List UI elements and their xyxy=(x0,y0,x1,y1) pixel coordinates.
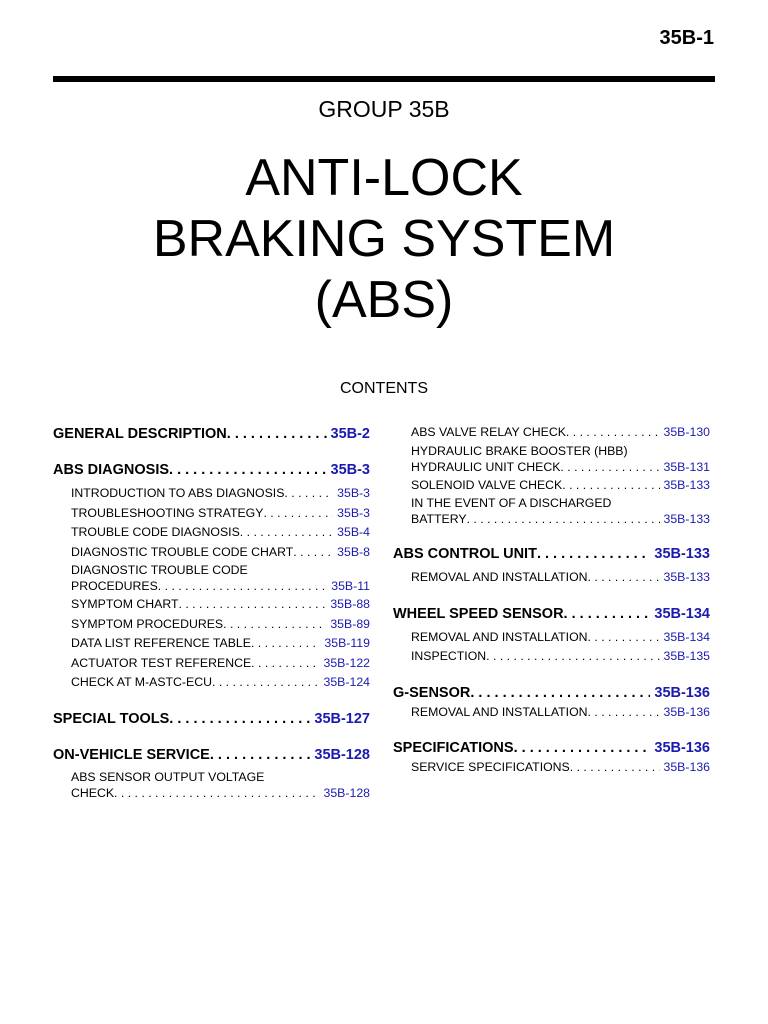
toc-label: ABS DIAGNOSIS xyxy=(53,462,170,478)
title-line-3: (ABS) xyxy=(314,271,454,329)
toc-page-link[interactable]: 35B-122 xyxy=(323,655,370,670)
dot-leader xyxy=(566,423,660,443)
toc-subentry-line1: HYDRAULIC BRAKE BOOSTER (HBB) xyxy=(411,443,628,458)
toc-label: G-SENSOR xyxy=(393,684,471,701)
toc-label: ON-VEHICLE SERVICE xyxy=(53,746,210,763)
toc-page-link[interactable]: 35B-124 xyxy=(323,675,370,689)
toc-subentry[interactable] xyxy=(53,484,370,504)
toc-page-link[interactable]: 35B-131 xyxy=(663,459,710,474)
toc-label: HYDRAULIC UNIT CHECK xyxy=(411,459,561,474)
dot-leader xyxy=(588,568,660,588)
toc-page-link[interactable]: 35B-135 xyxy=(663,649,710,663)
toc-page-link[interactable]: 35B-3 xyxy=(330,462,370,478)
toc-subentry[interactable] xyxy=(53,615,370,635)
toc-label: BATTERY xyxy=(411,512,467,526)
toc-page-link[interactable]: 35B-119 xyxy=(324,636,370,650)
toc-page-link[interactable]: 35B-136 xyxy=(663,704,710,719)
contents-heading: CONTENTS xyxy=(340,380,428,397)
toc-subentry[interactable] xyxy=(53,504,370,524)
toc-label: GENERAL DESCRIPTION xyxy=(53,426,227,442)
toc-subentry[interactable] xyxy=(393,459,710,476)
toc-subentry[interactable] xyxy=(393,511,710,528)
toc-subentry-line1: DIAGNOSTIC TROUBLE CODE xyxy=(71,563,248,577)
toc-subentry[interactable] xyxy=(53,673,370,693)
toc-subentry[interactable] xyxy=(393,568,710,588)
toc-page-link[interactable]: 35B-3 xyxy=(337,486,370,500)
toc-page-link[interactable]: 35B-11 xyxy=(331,579,370,593)
toc-label: INTRODUCTION TO ABS DIAGNOSIS xyxy=(71,486,285,500)
dot-leader xyxy=(212,673,320,693)
dot-leader xyxy=(251,634,320,654)
page-number: 35B-1 xyxy=(659,27,714,49)
toc-label: TROUBLE CODE DIAGNOSIS xyxy=(71,525,240,539)
dot-leader xyxy=(210,746,311,765)
toc-entry-abs-control-unit[interactable] xyxy=(393,545,710,564)
toc-label: REMOVAL AND INSTALLATION xyxy=(411,704,588,719)
section-title xyxy=(0,148,768,331)
dot-leader xyxy=(169,710,310,729)
toc-label: DIAGNOSTIC TROUBLE CODE CHART xyxy=(71,544,294,559)
toc-entry-general-description[interactable] xyxy=(53,425,370,444)
dot-leader xyxy=(251,654,319,674)
toc-subentry[interactable] xyxy=(53,523,370,543)
toc-label: DATA LIST REFERENCE TABLE xyxy=(71,636,251,650)
toc-label: TROUBLESHOOTING STRATEGY xyxy=(71,505,264,520)
toc-page-link[interactable]: 35B-89 xyxy=(330,616,370,631)
toc-label: SPECIAL TOOLS xyxy=(53,710,170,727)
toc-page-link[interactable]: 35B-130 xyxy=(663,425,710,439)
toc-label: ABS VALVE RELAY CHECK xyxy=(411,425,566,439)
toc-entry-abs-diagnosis[interactable] xyxy=(53,461,370,480)
dot-leader xyxy=(537,545,650,564)
toc-subentry[interactable] xyxy=(53,785,370,802)
toc-label: INSPECTION xyxy=(411,649,487,663)
toc-subentry[interactable] xyxy=(393,423,710,443)
toc-entry-g-sensor[interactable] xyxy=(393,684,710,703)
toc-left-column xyxy=(53,425,370,802)
toc-entry-special-tools[interactable] xyxy=(53,710,370,729)
toc-label: SOLENOID VALVE CHECK xyxy=(411,477,563,492)
toc-page-link[interactable]: 35B-8 xyxy=(337,544,370,559)
toc-label: WHEEL SPEED SENSOR xyxy=(393,605,564,622)
dot-leader xyxy=(467,511,660,528)
toc-page-link[interactable]: 35B-136 xyxy=(654,684,710,701)
dot-leader xyxy=(227,425,327,444)
dot-leader xyxy=(284,484,333,504)
toc-subentry[interactable] xyxy=(53,634,370,654)
toc-entry-on-vehicle-service[interactable] xyxy=(53,746,370,765)
toc-subentry[interactable] xyxy=(53,543,370,563)
toc-subentry-line1: ABS SENSOR OUTPUT VOLTAGE xyxy=(71,769,265,784)
toc-page-link[interactable]: 35B-128 xyxy=(314,746,370,763)
toc-label: PROCEDURES xyxy=(71,579,158,593)
toc-label: SERVICE SPECIFICATIONS xyxy=(411,760,570,774)
toc-page-link[interactable]: 35B-3 xyxy=(337,505,370,520)
toc-page-link[interactable]: 35B-133 xyxy=(663,477,710,492)
toc-page-link[interactable]: 35B-4 xyxy=(337,525,370,539)
toc-subentry[interactable] xyxy=(393,647,710,667)
toc-page-link[interactable]: 35B-127 xyxy=(314,710,370,727)
dot-leader xyxy=(240,523,333,543)
dot-leader xyxy=(114,785,319,802)
toc-subentry[interactable] xyxy=(53,654,370,674)
top-rule xyxy=(53,76,715,82)
toc-label: REMOVAL AND INSTALLATION xyxy=(411,629,588,644)
toc-page-link[interactable]: 35B-136 xyxy=(654,740,710,756)
dot-leader xyxy=(560,459,659,476)
toc-page-link[interactable]: 35B-134 xyxy=(663,629,710,644)
toc-subentry[interactable] xyxy=(393,628,710,648)
dot-leader xyxy=(179,595,327,615)
dot-leader xyxy=(514,739,651,758)
toc-label: ABS CONTROL UNIT xyxy=(393,546,537,562)
toc-label: REMOVAL AND INSTALLATION xyxy=(411,570,588,584)
dot-leader xyxy=(562,476,659,496)
dot-leader xyxy=(564,605,651,624)
toc-label: CHECK AT M-ASTC-ECU xyxy=(71,675,212,689)
toc-subentry[interactable] xyxy=(53,578,370,595)
toc-page-link[interactable]: 35B-133 xyxy=(663,512,710,526)
toc-label: SYMPTOM PROCEDURES xyxy=(71,616,224,631)
dot-leader xyxy=(169,461,326,480)
title-line-2: BRAKING SYSTEM xyxy=(152,210,616,268)
title-line-1: ANTI-LOCK xyxy=(245,149,523,207)
toc-label: CHECK xyxy=(71,785,115,800)
toc-page-link[interactable]: 35B-133 xyxy=(663,570,710,584)
dot-leader xyxy=(470,684,650,703)
dot-leader xyxy=(570,758,660,778)
dot-leader xyxy=(588,628,660,648)
toc-right-column xyxy=(393,423,710,778)
dot-leader xyxy=(486,647,659,667)
toc-entry-specifications[interactable] xyxy=(393,739,710,758)
dot-leader xyxy=(263,504,333,524)
toc-subentry[interactable] xyxy=(393,476,710,496)
toc-page-link[interactable]: 35B-133 xyxy=(654,546,710,562)
toc-page-link[interactable]: 35B-128 xyxy=(323,785,370,800)
toc-label: ACTUATOR TEST REFERENCE xyxy=(71,655,252,670)
toc-page-link[interactable]: 35B-88 xyxy=(330,597,370,611)
group-title: GROUP 35B xyxy=(318,96,450,122)
dot-leader xyxy=(223,615,326,635)
dot-leader xyxy=(588,703,660,723)
toc-subentry[interactable] xyxy=(393,703,710,723)
toc-subentry[interactable] xyxy=(53,595,370,615)
toc-label: SYMPTOM CHART xyxy=(71,597,179,611)
dot-leader xyxy=(293,543,333,563)
toc-subentry-line1: IN THE EVENT OF A DISCHARGED xyxy=(411,496,612,510)
toc-page-link[interactable]: 35B-2 xyxy=(330,426,370,442)
toc-page-link[interactable]: 35B-134 xyxy=(654,605,710,622)
toc-entry-wheel-speed-sensor[interactable] xyxy=(393,605,710,624)
toc-subentry[interactable] xyxy=(393,758,710,778)
toc-label: SPECIFICATIONS xyxy=(393,740,514,756)
dot-leader xyxy=(158,578,327,595)
toc-page-link[interactable]: 35B-136 xyxy=(663,760,710,774)
